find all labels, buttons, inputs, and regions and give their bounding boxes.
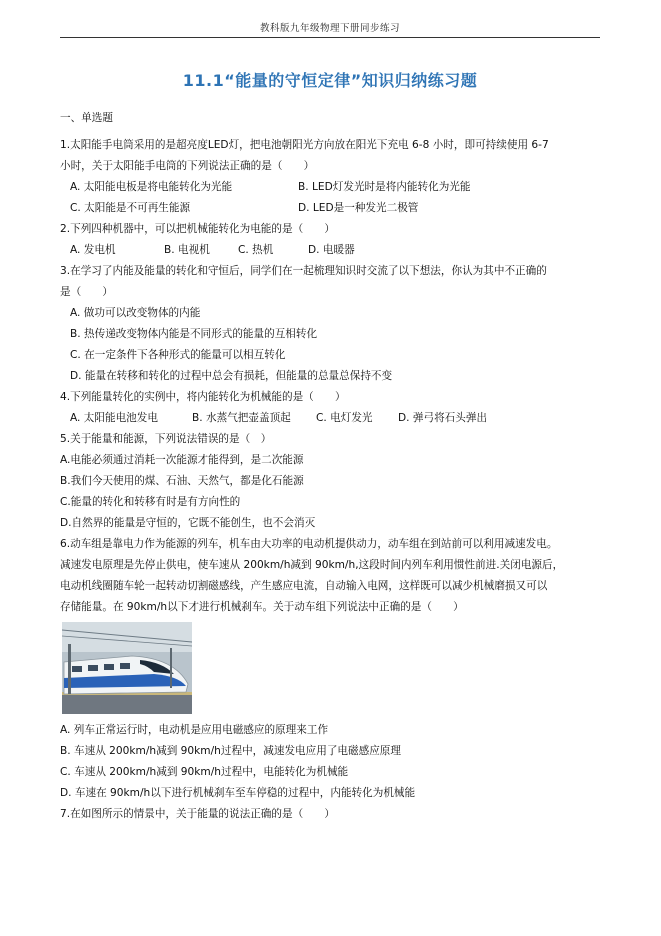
question-3 (60, 261, 605, 387)
worksheet-body (60, 108, 605, 825)
option-b[interactable]: B. 电视机 (164, 244, 210, 256)
option-b[interactable]: B. LED灯发光时是将内能转化为光能 (298, 181, 471, 193)
option-b[interactable]: B.我们今天使用的煤、石油、天然气，都是化石能源 (60, 475, 304, 487)
option-a[interactable]: A. 太阳能电板是将电能转化为光能 (70, 181, 233, 193)
option-row (60, 177, 605, 198)
option-d[interactable]: D.自然界的能量是守恒的，它既不能创生，也不会消灭 (60, 517, 316, 529)
question-text: 是（ ） (60, 286, 113, 298)
option-b[interactable]: B. 车速从 200km/h减到 90km/h过程中，减速发电应用了电磁感应原理 (60, 745, 401, 757)
header-rule (60, 37, 600, 38)
question-1 (60, 135, 605, 219)
option-a[interactable]: A. 做功可以改变物体的内能 (70, 307, 201, 319)
option-b[interactable]: B. 热传递改变物体内能是不同形式的能量的互相转化 (70, 328, 318, 340)
question-text: 2.下列四种机器中，可以把机械能转化为电能的是（ ） (60, 223, 335, 235)
option-a[interactable]: A. 列车正常运行时，电动机是应用电磁感应的原理来工作 (60, 724, 329, 736)
option-d[interactable]: D. LED是一种发光二极管 (298, 202, 419, 214)
question-text: 减速发电原理是先停止供电，使车速从 200km/h减到 90km/h,这段时间内列车利用惯性前进.关闭电源后， (60, 559, 564, 571)
question-text: 5.关于能量和能源，下列说法错误的是（ ） (60, 433, 272, 445)
option-c[interactable]: C.能量的转化和转移有时是有方向性的 (60, 496, 241, 508)
option-a[interactable]: A. 发电机 (70, 244, 116, 256)
question-text: 存储能量。在 90km/h以下才进行机械刹车。关于动车组下列说法中正确的是（ ） (60, 601, 464, 613)
option-a[interactable]: A. 太阳能电池发电 (70, 412, 158, 424)
question-text: 3.在学习了内能及能量的转化和守恒后，同学们在一起梳理知识时交流了以下想法，你认为其中不正确的 (60, 265, 547, 277)
question-text: 6.动车组是靠电力作为能源的列车，机车由大功率的电动机提供动力，动车组在到站前可以利用减速发电。 (60, 538, 558, 550)
option-row (60, 198, 605, 219)
option-c[interactable]: C. 车速从 200km/h减到 90km/h过程中，电能转化为机械能 (60, 766, 349, 778)
question-4 (60, 387, 605, 429)
question-text: 7.在如图所示的情景中，关于能量的说法正确的是（ ） (60, 808, 335, 820)
option-row (60, 240, 605, 261)
option-d[interactable]: D. 能量在转移和转化的过程中总会有损耗，但能量的总量总保持不变 (70, 370, 393, 382)
question-text: 4.下列能量转化的实例中，将内能转化为机械能的是（ ） (60, 391, 346, 403)
train-photo (62, 622, 192, 714)
question-text: 电动机线圈随车轮一起转动切割磁感线，产生感应电流，自动输入电网，这样既可以减少机械磨损又可以 (60, 580, 548, 592)
option-c[interactable]: C. 在一定条件下各种形式的能量可以相互转化 (70, 349, 286, 361)
option-d[interactable]: D. 电暖器 (308, 244, 355, 256)
question-2 (60, 219, 605, 261)
question-6 (60, 534, 605, 804)
option-d[interactable]: D. 弹弓将石头弹出 (398, 412, 488, 424)
question-7 (60, 804, 605, 825)
option-c[interactable]: C. 电灯发光 (316, 412, 373, 424)
question-text: 小时，关于太阳能手电筒的下列说法正确的是（ ） (60, 160, 315, 172)
section-heading: 一、单选题 (60, 112, 113, 124)
running-header: 教科版九年级物理下册同步练习 (259, 23, 400, 34)
option-c[interactable]: C. 热机 (238, 244, 274, 256)
option-a[interactable]: A.电能必须通过消耗一次能源才能得到，是二次能源 (60, 454, 304, 466)
question-5 (60, 429, 605, 534)
question-text: 1.太阳能手电筒采用的是超亮度LED灯，把电池朝阳光方向放在阳光下充电 6-8 小时，即可持续使用 6-7 (60, 139, 549, 151)
option-c[interactable]: C. 太阳能是不可再生能源 (70, 202, 191, 214)
option-row (60, 408, 605, 429)
option-b[interactable]: B. 水蒸气把壶盖顶起 (192, 412, 291, 424)
high-speed-train-illustration (62, 622, 192, 714)
page-title: 11.1“能量的守恒定律”知识归纳练习题 (182, 71, 478, 90)
option-d[interactable]: D. 车速在 90km/h以下进行机械刹车至车停稳的过程中，内能转化为机械能 (60, 787, 416, 799)
